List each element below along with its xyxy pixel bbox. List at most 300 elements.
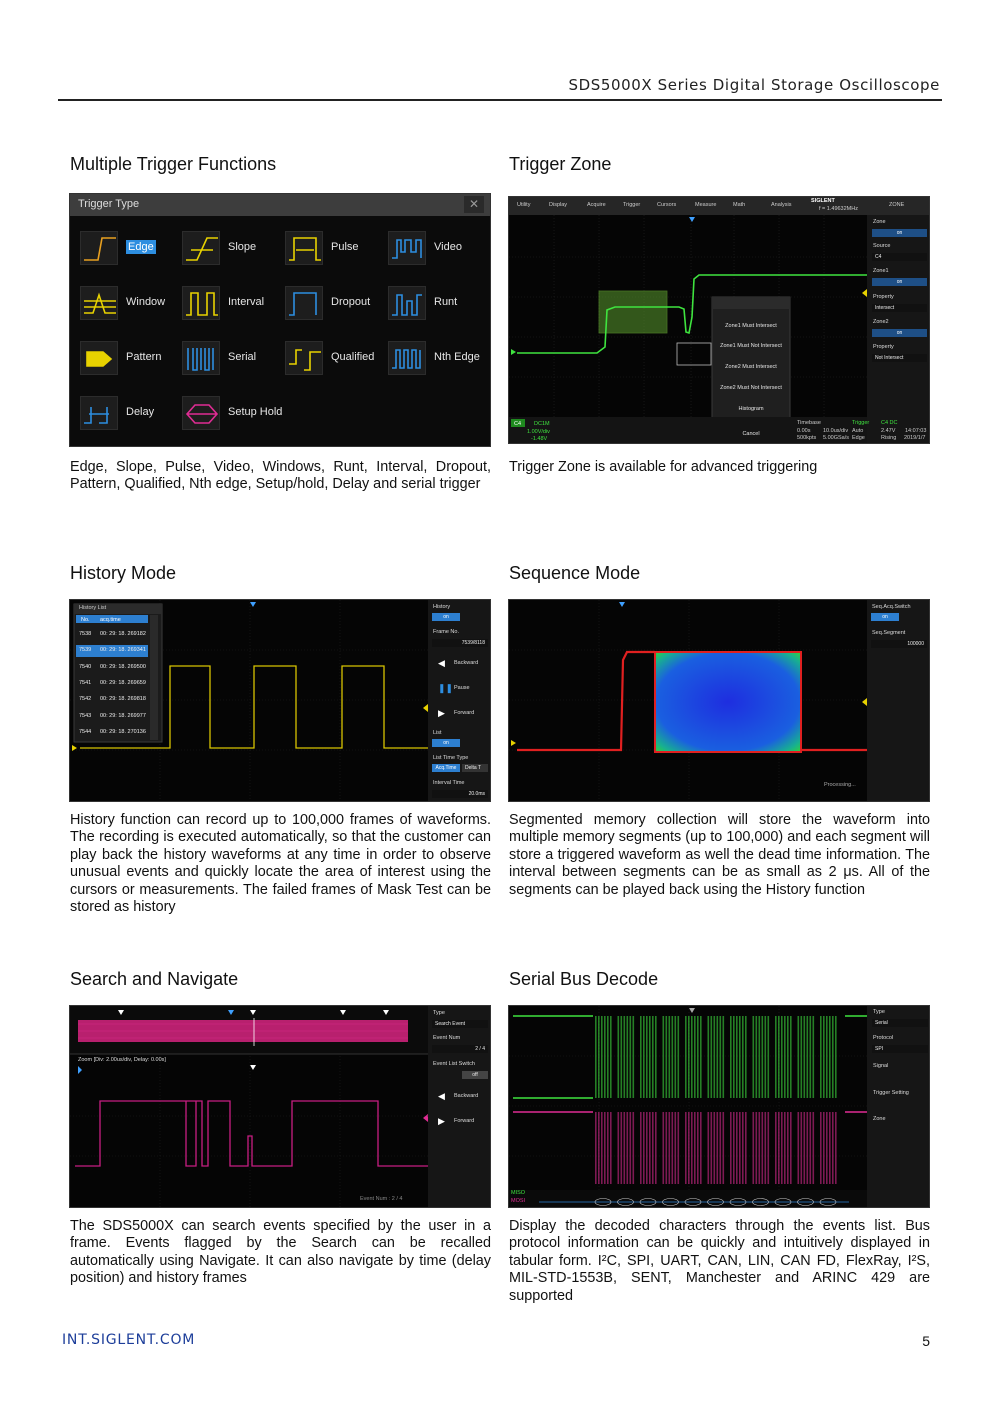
header-rule [58,99,942,101]
data-burst-line [813,1112,815,1184]
document-title: SDS5000X Series Digital Storage Oscilloscope [568,76,940,94]
dialog-titlebar [70,194,490,216]
data-burst-line [649,1016,651,1098]
bus-label-miso: MISO [511,1190,526,1196]
event-list-switch-label: Event List Switch [433,1061,475,1067]
data-burst-line [820,1016,822,1098]
data-burst-line [595,1016,597,1098]
panel-label: Zone2 [873,319,889,325]
data-burst-line [627,1016,629,1098]
forward-button[interactable]: Forward [454,710,475,716]
section-title-trigger-zone: Trigger Zone [509,154,612,174]
data-burst-line [733,1016,735,1098]
data-burst-line [633,1016,635,1098]
nth-edge-trigger-icon [388,341,426,375]
coupling-readout: DC1M [534,421,550,427]
data-burst-line [646,1112,648,1184]
menu-item[interactable]: Display [549,202,568,208]
data-burst-line [768,1016,770,1098]
history-row-no[interactable]: 7541 [79,679,92,686]
tdiv-readout: 10.0us/div [823,428,849,434]
data-burst-line [765,1112,767,1184]
trigger-type-label: Nth Edge [434,351,480,363]
trigger-type-label: Slope [228,241,257,253]
panel-label: Property [873,344,894,350]
panel-switch[interactable]: on [872,229,927,237]
data-burst-line [672,1112,674,1184]
data-burst-line [759,1112,761,1184]
trigger-source: C4 DC [881,420,898,426]
dropout-trigger-icon [285,286,323,320]
page-number: 5 [922,1333,930,1349]
data-burst-line [781,1112,783,1184]
data-burst-line [730,1016,732,1098]
data-burst-line [717,1112,719,1184]
event-num-value[interactable]: 2 / 4 [432,1045,488,1053]
trigger-type-label: Interval [228,296,265,308]
data-burst-line [826,1112,828,1184]
data-burst-line [669,1112,671,1184]
menu-item[interactable]: Math [733,202,746,208]
data-burst-line [595,1112,597,1184]
forward-button[interactable]: Forward [454,1118,475,1124]
trigger-type-item[interactable] [285,231,385,269]
caption-decode: Display the decoded characters through the events list. Bus protocol information can be quickly and intuitively displayed in tabular form. I²C, SPI, UART, CAN, LIN, CAN FD, FlexRay, I²S, MIL-STD-1553B, SENT, Manchester and ARINC 429 are supported [509,1218,930,1304]
data-burst-line [801,1016,803,1098]
history-label: History [433,604,451,610]
data-burst-line [618,1016,620,1098]
window-trigger-icon [80,286,118,320]
section-title-search: Search and Navigate [70,969,239,989]
decode-panel-label[interactable]: Zone [873,1116,886,1122]
history-row-time[interactable]: 00: 29: 18. 269659 [100,679,146,686]
data-burst-line [813,1016,815,1098]
pattern-trigger-icon [80,341,118,375]
frame-no-label: Frame No. [433,629,459,635]
timebase-label: Timebase [797,420,821,426]
trigger-type-label: Pattern [126,351,162,363]
data-burst-line [835,1112,837,1184]
panel-label: Source [873,243,891,249]
data-burst-line [640,1112,642,1184]
qualified-trigger-icon [285,341,323,375]
data-burst-line [697,1016,699,1098]
data-burst-line [820,1112,822,1184]
trigger-type-label: Serial [228,351,257,363]
data-burst-line [610,1016,612,1098]
data-burst-line [768,1112,770,1184]
data-burst-line [708,1112,710,1184]
data-burst-line [652,1016,654,1098]
backward-button[interactable]: Backward [454,1093,479,1099]
decode-panel-label[interactable]: Trigger Setting [873,1090,909,1096]
history-row-time[interactable]: 00: 29: 18. 269182 [100,631,146,637]
data-burst-line [756,1112,758,1184]
data-burst-line [736,1112,738,1184]
data-burst-line [663,1112,665,1184]
list-label: List [433,730,442,736]
seq-segment-label: Seq.Segment [872,630,906,636]
data-burst-line [733,1112,735,1184]
history-row-no[interactable]: 7540 [79,663,92,670]
type-select[interactable]: Search Event [432,1020,488,1028]
runt-trigger-icon [388,286,426,320]
menu-item[interactable]: Analysis [771,202,792,208]
trigger-type: Edge [852,435,865,441]
data-burst-line [675,1112,677,1184]
data-burst-line [688,1016,690,1098]
trigger-zone-screenshot [508,196,930,444]
data-burst-line [781,1016,783,1098]
data-burst-line [739,1016,741,1098]
data-burst-line [610,1112,612,1184]
data-burst-line [784,1016,786,1098]
data-burst-line [655,1016,657,1098]
data-burst-line [765,1016,767,1098]
trigger-type-label: Delay [126,406,155,418]
data-burst-line [826,1016,828,1098]
trigger-type-item[interactable] [182,231,282,269]
history-row-no[interactable]: 7544 [79,728,92,735]
trigger-type-item[interactable] [182,396,282,434]
trigger-type-label: Setup Hold [228,406,283,418]
data-burst-line [739,1112,741,1184]
data-burst-line [607,1112,609,1184]
data-burst-line [798,1112,800,1184]
website-link[interactable]: INT.SIGLENT.COM [62,1332,196,1348]
data-burst-line [621,1112,623,1184]
panel-value[interactable]: C4 [872,253,927,261]
close-icon: ✕ [464,196,484,213]
trigger-type-label: Pulse [331,241,359,253]
slope-trigger-icon [182,231,220,265]
history-row-no[interactable]: 7543 [79,712,92,719]
search-screenshot [69,1005,491,1208]
menu-item[interactable]: Measure [695,202,717,208]
panel-switch[interactable]: on [872,278,927,286]
processing-status: Processing... [824,782,856,788]
forward-icon[interactable]: ▶ [438,708,445,718]
delta-t-option[interactable]: Delta T [462,764,488,772]
type-label: Type [433,1010,445,1016]
data-burst-line [678,1112,680,1184]
data-burst-line [798,1016,800,1098]
edge-trigger-icon [80,231,118,265]
trigger-type-item[interactable] [80,286,180,324]
data-burst-line [669,1016,671,1098]
trigger-type-item[interactable] [80,231,180,269]
trigger-mode: Auto [852,428,864,434]
data-burst-line [804,1112,806,1184]
vdiv-readout: 1.00V/div [527,429,550,435]
data-burst-line [675,1016,677,1098]
interval-trigger-icon [182,286,220,320]
data-burst-line [742,1112,744,1184]
offset-readout: -1.48V [531,436,548,442]
trigger-type-label: Video [434,241,462,253]
data-burst-line [736,1016,738,1098]
seq-switch-label: Seq.Acq.Switch [872,604,911,610]
data-burst-line [790,1112,792,1184]
section-title-sequence: Sequence Mode [509,563,641,583]
data-burst-line [678,1016,680,1098]
data-burst-line [666,1112,668,1184]
trigger-type-label: Edge [128,241,154,253]
trigger-label: Trigger [852,420,870,426]
data-burst-line [714,1112,716,1184]
sequence-waveform [509,600,930,802]
data-burst-line [753,1016,755,1098]
data-burst-line [778,1016,780,1098]
trigger-level: 2.47V [881,428,896,434]
decode-panel-value[interactable]: SPI [872,1045,928,1053]
history-row-time[interactable]: 00: 29: 18. 269977 [100,712,146,719]
data-burst-line [717,1016,719,1098]
data-burst-line [753,1112,755,1184]
trigger-type-label: Qualified [331,351,375,363]
event-list-switch[interactable]: off [462,1071,488,1079]
trigger-slope: Rising [881,435,897,441]
data-burst-line [685,1016,687,1098]
event-num-overlay: Event Num : 2 / 4 [360,1196,403,1202]
data-burst-line [723,1016,725,1098]
seq-switch-on[interactable]: on [871,613,899,621]
serial-trigger-icon [182,341,220,375]
decode-panel-label[interactable]: Protocol [873,1035,894,1041]
data-burst-line [720,1112,722,1184]
event-num-label: Event Num [433,1035,461,1041]
col-header-no: No. [81,617,90,623]
section-title-decode: Serial Bus Decode [509,969,659,989]
search-waveform [70,1006,491,1208]
trigger-type-item[interactable] [388,286,488,324]
setup-hold-trigger-icon [182,396,220,430]
history-row-no[interactable]: 7542 [79,696,92,703]
panel-label: Zone [873,219,886,225]
data-burst-line [790,1016,792,1098]
data-burst-line [633,1112,635,1184]
backward-icon[interactable]: ◀ [438,658,445,668]
caption-trigger-zone: Trigger Zone is available for advanced triggering [509,459,818,475]
menu-item[interactable]: Utility [517,202,531,208]
data-burst-line [685,1112,687,1184]
points-readout: 500kpts [797,435,817,441]
data-burst-line [720,1016,722,1098]
backward-icon[interactable]: ◀ [438,1091,445,1101]
decode-panel-label[interactable]: Signal [873,1063,889,1069]
data-burst-line [832,1016,834,1098]
data-burst-line [807,1016,809,1098]
history-row-no[interactable]: 7539 [79,647,92,654]
data-burst-line [630,1016,632,1098]
data-burst-line [607,1016,609,1098]
data-burst-line [618,1112,620,1184]
data-burst-line [643,1016,645,1098]
trigger-type-item[interactable] [285,286,385,324]
history-row-time[interactable]: 00: 29: 18. 270136 [100,728,146,735]
panel-label: Zone1 [873,268,889,274]
data-burst-line [714,1016,716,1098]
history-row-time[interactable]: 00: 29: 18. 269341 [100,647,146,654]
forward-icon[interactable]: ▶ [438,1116,445,1126]
popup-menu-item[interactable]: Zone2 Must Intersect [725,364,777,370]
menu-item[interactable]: Trigger [623,202,641,208]
caption-trigger-functions: Edge, Slope, Pulse, Video, Windows, Runt, Interval, Dropout, Pattern, Qualified, Nth edge, Setup/hold, Delay and serial trigger [70,459,491,493]
pulse-trigger-icon [285,231,323,265]
data-burst-line [829,1112,831,1184]
data-burst-line [691,1112,693,1184]
data-burst-line [652,1112,654,1184]
history-row-no[interactable]: 7538 [79,631,92,637]
col-header-acq-time: acq.time [100,617,121,623]
data-burst-line [756,1016,758,1098]
data-burst-line [601,1112,603,1184]
history-row-time[interactable]: 00: 29: 18. 269818 [100,696,146,703]
data-burst-line [787,1112,789,1184]
data-burst-line [711,1016,713,1098]
data-burst-line [823,1112,825,1184]
data-burst-line [775,1112,777,1184]
video-trigger-icon [388,231,426,265]
data-burst-line [700,1112,702,1184]
pause-button[interactable]: Pause [454,685,470,691]
pause-icon[interactable]: ❚❚ [438,683,454,693]
zoom-label: Zoom [Div: 2.00us/div, Delay: 0.00s] [78,1057,166,1063]
data-burst-line [762,1112,764,1184]
section-title-history: History Mode [70,563,177,583]
clock-time: 14:07:03 [905,428,927,434]
data-burst-line [663,1016,665,1098]
frequency-readout: f = 1.49632MHz [819,206,858,212]
trigger-type-item[interactable] [80,341,180,379]
data-burst-line [745,1016,747,1098]
data-burst-line [598,1112,600,1184]
data-burst-line [649,1112,651,1184]
caption-sequence: Segmented memory collection will store the waveform into multiple memory segments (up to 100,000) and each segment will store a triggered waveform as well the dead time information. The interval between segments can be as small as 2 μs. All of the segments can be played back using the History function [509,812,930,898]
data-burst-line [627,1112,629,1184]
panel-value[interactable]: Intersect [872,304,927,312]
interval-time-label: Interval Time [433,780,465,786]
menu-item[interactable]: Acquire [587,202,606,208]
backward-button[interactable]: Backward [454,660,479,666]
seq-segment-value[interactable]: 100000 [871,640,927,648]
section-title-trigger-functions: Multiple Trigger Functions [70,154,277,174]
dialog-title: Trigger Type [78,198,140,210]
history-screenshot [69,599,491,802]
panel-switch[interactable]: on [872,329,927,337]
trigger-type-item[interactable] [182,341,282,379]
data-burst-line [807,1112,809,1184]
data-burst-line [784,1112,786,1184]
data-burst-line [823,1016,825,1098]
data-burst-line [697,1112,699,1184]
data-burst-line [742,1016,744,1098]
interval-time-value[interactable]: 20.0ms [432,790,488,798]
data-burst-line [759,1016,761,1098]
zone-panel-title: ZONE [889,202,905,208]
list-time-type-label: List Time Type [433,755,469,761]
popup-menu-item[interactable]: Zone1 Must Intersect [725,323,777,329]
data-burst-line [624,1112,626,1184]
data-burst-line [694,1112,696,1184]
popup-menu-item[interactable]: Cancel [742,431,760,437]
samplerate-readout: 5.00GSa/s [823,435,849,441]
trigger-type-item[interactable] [388,231,488,269]
bus-label-mosi: MOSI [511,1198,526,1204]
data-burst-line [787,1016,789,1098]
popup-menu-item[interactable]: Histogram [738,406,764,412]
data-burst-line [730,1112,732,1184]
data-burst-line [630,1112,632,1184]
data-burst-line [643,1112,645,1184]
delay-readout: 0.00s [797,428,811,434]
data-burst-line [723,1112,725,1184]
popup-menu-item[interactable]: Zone1 Must Not Intersect [720,343,782,349]
data-burst-line [778,1112,780,1184]
data-burst-line [711,1112,713,1184]
data-burst-line [624,1016,626,1098]
trigger-type-item[interactable] [182,286,282,324]
data-burst-line [655,1112,657,1184]
acq-time-option[interactable]: Acq.Time [432,764,460,772]
decode-panel-label[interactable]: Type [873,1009,885,1015]
clock-date: 2019/1/7 [904,435,926,441]
popup-menu-item[interactable]: Zone2 Must Not Intersect [720,385,782,391]
decode-screenshot [508,1005,930,1208]
data-burst-line [801,1112,803,1184]
frame-no-value[interactable]: 7539/8118 [432,639,488,647]
data-burst-line [804,1016,806,1098]
data-burst-line [604,1016,606,1098]
data-burst-line [598,1016,600,1098]
data-burst-line [640,1016,642,1098]
caption-history: History function can record up to 100,000 frames of waveforms. The recording is executed automatically, so that the customer can play back the history waveforms at any time in order to observe unusual events and quickly locate the area of interest using the cursors or measurements. The failed frames of Mask Test can be stored as history [70,812,491,916]
data-burst-line [694,1016,696,1098]
caption-search: The SDS5000X can search events specified by the user in a frame. Events flagged by the Search can be recalled automatically using Navigate. It can also navigate by time (delay position) and history frames [70,1218,491,1287]
menu-item[interactable]: Cursors [657,202,677,208]
trigger-type-label: Window [126,296,166,308]
data-burst-line [835,1016,837,1098]
data-burst-line [708,1016,710,1098]
trigger-type-label: Runt [434,296,458,308]
trigger-type-label: Dropout [331,296,371,308]
history-row-time[interactable]: 00: 29: 18. 269500 [100,663,146,670]
decode-panel-value[interactable]: Serial [872,1019,928,1027]
data-burst-line [646,1016,648,1098]
data-burst-line [832,1112,834,1184]
data-burst-line [829,1016,831,1098]
data-burst-line [775,1016,777,1098]
delay-trigger-icon [80,396,118,430]
list-switch[interactable]: on [432,739,460,747]
panel-label: Property [873,294,894,300]
trigger-type-item[interactable] [80,396,180,434]
history-switch[interactable]: on [432,613,460,621]
data-burst-line [672,1016,674,1098]
data-burst-line [604,1112,606,1184]
data-burst-line [810,1016,812,1098]
data-burst-line [762,1016,764,1098]
trigger-type-screenshot [69,193,491,447]
trigger-type-item[interactable] [388,341,488,379]
decode-waveform [509,1006,930,1208]
data-burst-line [688,1112,690,1184]
trigger-type-item[interactable] [285,341,385,379]
siglent-logo: SIGLENT [811,198,835,204]
panel-value[interactable]: Not Intersect [872,354,927,362]
data-burst-line [700,1016,702,1098]
data-burst-line [666,1016,668,1098]
